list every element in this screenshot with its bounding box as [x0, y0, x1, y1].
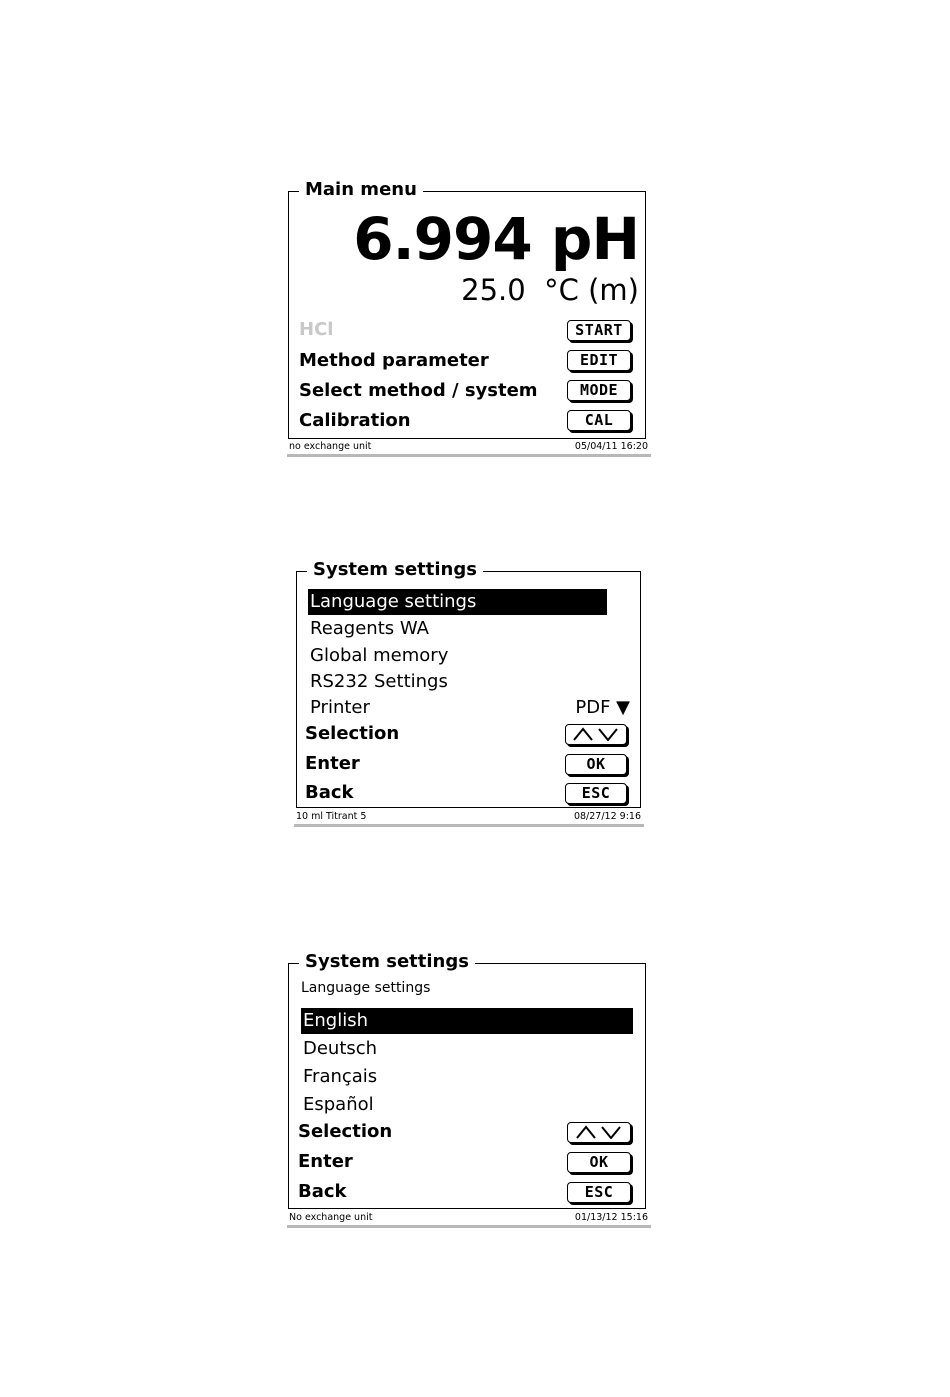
enter-label: Enter	[305, 753, 360, 774]
menu-item-reagents-wa[interactable]: Reagents WA	[310, 618, 429, 639]
language-option-english[interactable]: English	[301, 1008, 633, 1034]
back-label: Back	[298, 1181, 347, 1202]
selection-arrows-button[interactable]	[565, 724, 627, 745]
status-datetime: 08/27/12 9:16	[573, 811, 641, 822]
system-settings-frame	[296, 559, 641, 808]
selection-label: Selection	[298, 1121, 393, 1142]
language-settings-title: System settings	[299, 951, 475, 973]
menu-item-global-memory[interactable]: Global memory	[310, 645, 449, 666]
menu-item-language-settings[interactable]: Language settings	[308, 589, 607, 615]
main-menu-statusbar	[287, 440, 651, 457]
main-menu-title: Main menu	[299, 179, 423, 201]
ok-button[interactable]: OK	[567, 1152, 631, 1173]
language-settings-statusbar	[287, 1211, 651, 1228]
status-datetime: 01/13/12 15:16	[574, 1212, 648, 1223]
method-name-hcl: HCl	[299, 319, 334, 340]
language-option-espanol[interactable]: Español	[303, 1094, 374, 1115]
status-titrant: 10 ml Titrant 5	[296, 811, 367, 822]
system-settings-title: System settings	[307, 559, 483, 581]
esc-button[interactable]: ESC	[567, 1182, 631, 1203]
main-menu-frame	[288, 179, 646, 439]
up-down-arrows-icon	[574, 1125, 624, 1139]
system-settings-statusbar	[294, 810, 644, 827]
back-label: Back	[305, 782, 354, 803]
temperature-reading: 25.0 °C (m)	[461, 273, 639, 307]
ok-button[interactable]: OK	[565, 754, 627, 775]
method-parameter-label: Method parameter	[299, 350, 489, 371]
menu-item-rs232-settings[interactable]: RS232 Settings	[310, 671, 448, 692]
language-settings-subtitle: Language settings	[301, 980, 431, 996]
language-option-deutsch[interactable]: Deutsch	[303, 1038, 378, 1059]
up-down-arrows-icon	[571, 727, 621, 741]
ph-reading: 6.994 pH	[353, 205, 639, 273]
selection-label: Selection	[305, 723, 400, 744]
language-option-francais[interactable]: Français	[303, 1066, 378, 1087]
language-settings-frame	[288, 951, 646, 1209]
enter-label: Enter	[298, 1151, 353, 1172]
status-exchange-unit: no exchange unit	[289, 441, 372, 452]
printer-value-dropdown[interactable]: PDF ▼	[575, 697, 630, 718]
menu-item-printer[interactable]: Printer	[310, 697, 370, 718]
select-method-label: Select method / system	[299, 380, 538, 401]
edit-button[interactable]: EDIT	[567, 350, 631, 371]
mode-button[interactable]: MODE	[567, 380, 631, 401]
cal-button[interactable]: CAL	[567, 410, 631, 431]
status-datetime: 05/04/11 16:20	[574, 441, 648, 452]
status-exchange-unit: No exchange unit	[289, 1212, 373, 1223]
selection-arrows-button[interactable]	[567, 1122, 631, 1143]
calibration-label: Calibration	[299, 410, 411, 431]
start-button[interactable]: START	[567, 320, 631, 341]
esc-button[interactable]: ESC	[565, 783, 627, 804]
